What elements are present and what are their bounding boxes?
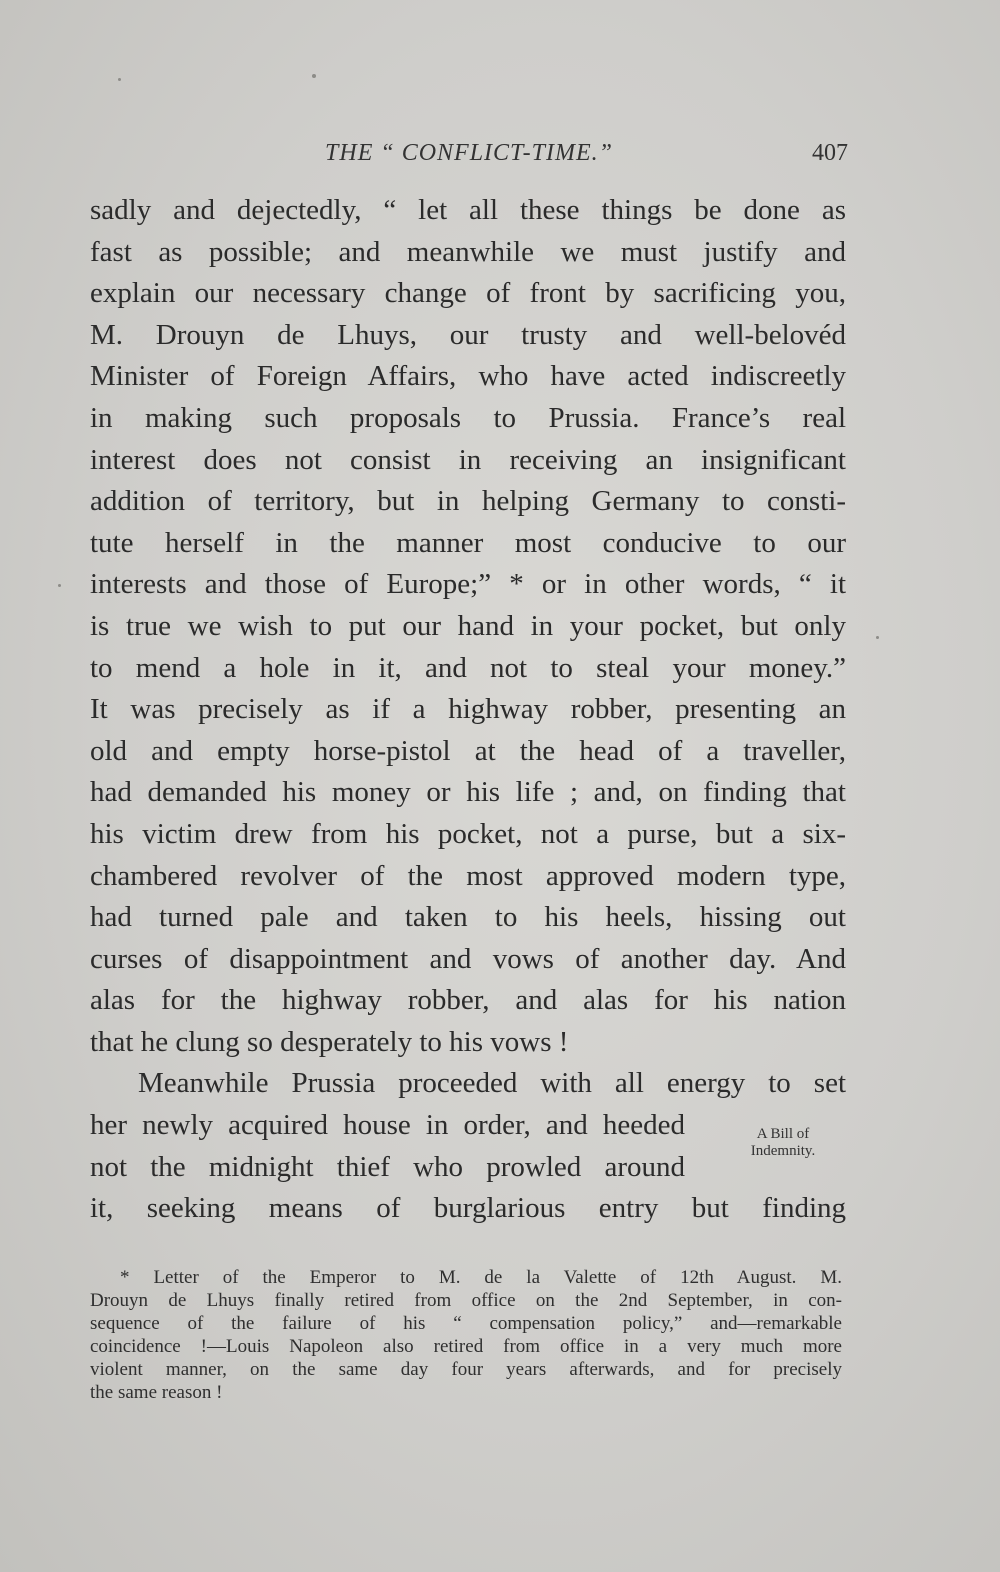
footnote-line: coincidence !—Louis Napoleon also retired from office in a very much more (90, 1336, 842, 1357)
paragraph-start-line: Meanwhile Prussia proceeded with all energy to set (138, 1067, 846, 1100)
paper-speck (876, 636, 879, 639)
text-line: interests and those of Europe;” * or in other words, “ it (90, 568, 846, 601)
text-line: fast as possible; and meanwhile we must justify and (90, 235, 846, 268)
text-line: Minister of Foreign Affairs, who have acted indiscreetly (90, 360, 846, 393)
footnote-line: sequence of the failure of his “ compensation policy,” and—remarkable (90, 1313, 842, 1334)
text-line: is true we wish to put our hand in your pocket, but only (90, 609, 846, 642)
page-number: 407 (812, 140, 848, 166)
running-head (90, 140, 848, 172)
text-line: in making such proposals to Prussia. France’s real (90, 401, 846, 434)
sidenote-line: Indemnity. (750, 1143, 816, 1159)
text-line: It was precisely as if a highway robber, presenting an (90, 693, 846, 726)
text-line: curses of disappointment and vows of another day. And (90, 942, 846, 975)
text-line: sadly and dejectedly, “ let all these things be done as (90, 194, 846, 226)
text-line: it, seeking means of burglarious entry but finding (90, 1192, 846, 1225)
marginal-sidenote (718, 1126, 848, 1160)
running-title: THE “ CONFLICT-TIME.” (325, 140, 613, 166)
body-text (90, 190, 846, 1230)
text-line: old and empty horse-pistol at the head of a traveller, (90, 734, 846, 767)
paper-speck (58, 584, 61, 587)
text-line: not the midnight thief who prowled around (90, 1150, 685, 1183)
sidenote-line: A Bill of (756, 1126, 810, 1142)
footnote-line: Drouyn de Lhuys finally retired from office on the 2nd September, in con- (90, 1290, 842, 1311)
paper-speck (118, 78, 121, 81)
footnote (90, 1266, 842, 1404)
text-line: her newly acquired house in order, and heeded (90, 1109, 685, 1142)
footnote-line: the same reason ! (90, 1382, 223, 1403)
text-line: had turned pale and taken to his heels, hissing out (90, 901, 846, 934)
text-line: had demanded his money or his life ; and, on finding that (90, 776, 846, 809)
footnote-line: violent manner, on the same day four years afterwards, and for precisely (90, 1359, 842, 1380)
text-line: his victim drew from his pocket, not a purse, but a six- (90, 817, 846, 850)
text-line: that he clung so desperately to his vows ! (90, 1025, 569, 1058)
text-line: interest does not consist in receiving an insignificant (90, 443, 846, 476)
text-line: tute herself in the manner most conducive to our (90, 526, 846, 559)
footnote-line: * Letter of the Emperor to M. de la Valette of 12th August. M. (120, 1267, 842, 1288)
text-line: M. Drouyn de Lhuys, our trusty and well-belovéd (90, 318, 846, 351)
text-line: chambered revolver of the most approved modern type, (90, 859, 846, 892)
text-line: addition of territory, but in helping Germany to consti- (90, 485, 846, 518)
paper-speck (312, 74, 316, 78)
text-line: alas for the highway robber, and alas for his nation (90, 984, 846, 1017)
text-line: explain our necessary change of front by sacrificing you, (90, 277, 846, 310)
text-line: to mend a hole in it, and not to steal your money.” (90, 651, 846, 684)
